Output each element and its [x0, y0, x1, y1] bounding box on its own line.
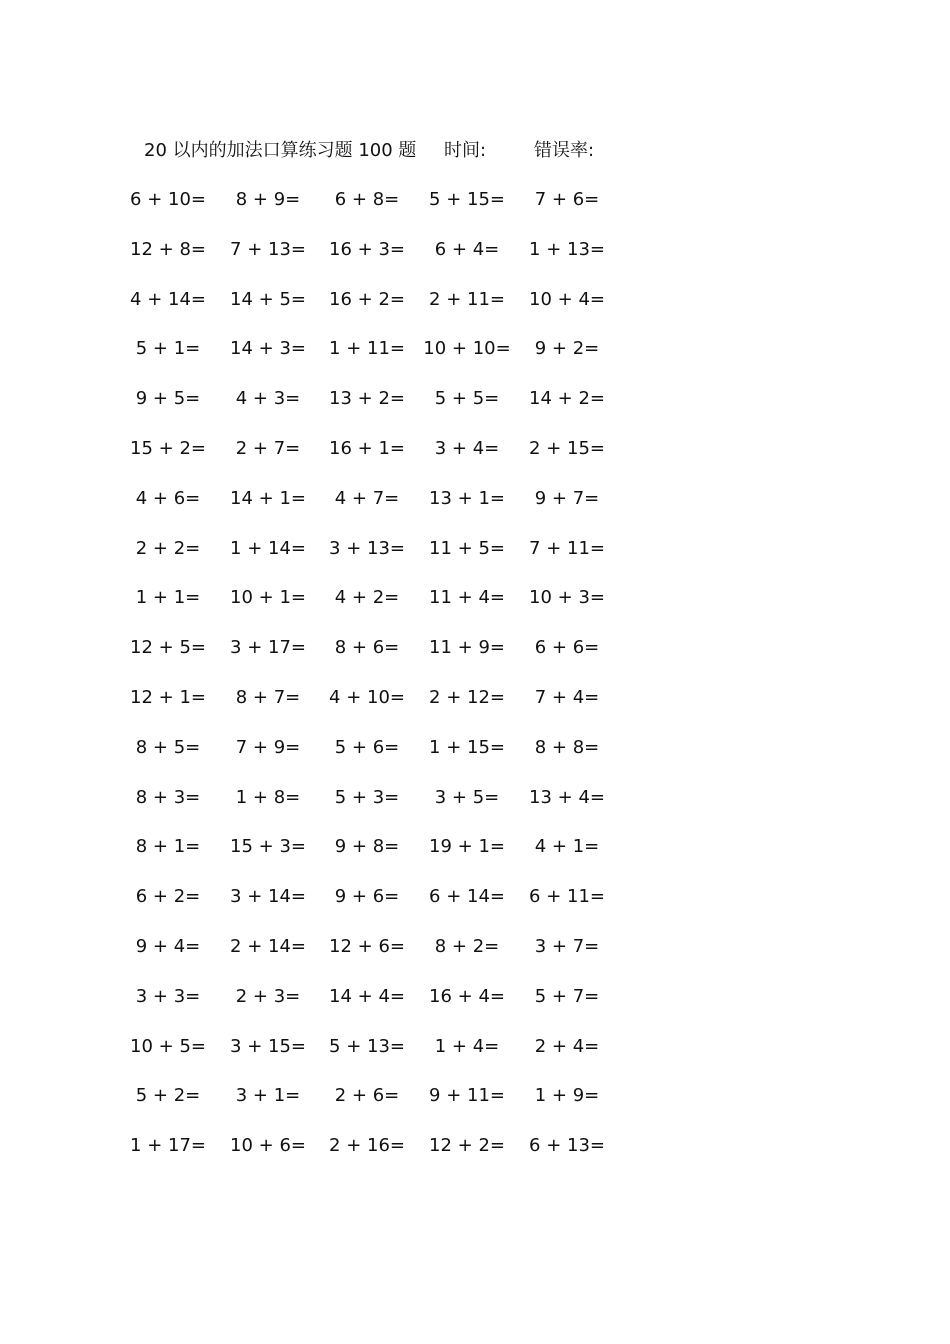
problem-row: [0, 1082, 950, 1110]
problem-item: 8 + 6=: [334, 637, 400, 659]
problem-item: 9 + 8=: [334, 836, 400, 858]
problem-row: [0, 933, 950, 961]
problem-item: 12 + 1=: [130, 687, 206, 708]
problem-item: 13 + 2=: [329, 388, 405, 410]
problem-item: 12 + 5=: [130, 637, 206, 659]
problem-item: 6 + 2=: [135, 886, 201, 908]
problem-row: [0, 1132, 950, 1160]
problem-item: 2 + 16=: [329, 1135, 405, 1157]
problem-item: 14 + 1=: [230, 487, 306, 509]
problem-item: 6 + 10=: [130, 189, 206, 210]
problem-item: 1 + 11=: [329, 338, 405, 360]
problem-item: 2 + 3=: [235, 985, 301, 1007]
problem-item: 1 + 17=: [130, 1135, 206, 1157]
problem-item: 9 + 6=: [334, 886, 400, 908]
problem-item: 4 + 3=: [235, 388, 301, 410]
time-label: 时间:: [444, 140, 487, 161]
problem-item: 5 + 7=: [534, 985, 600, 1007]
problem-item: 7 + 13=: [230, 238, 306, 260]
problem-item: 9 + 11=: [429, 1085, 505, 1107]
problem-item: 3 + 14=: [230, 886, 306, 908]
problem-item: 10 + 3=: [529, 587, 605, 609]
problem-item: 2 + 12=: [429, 687, 505, 708]
problem-item: 16 + 4=: [429, 985, 505, 1007]
problem-row: [0, 584, 950, 612]
problem-item: 10 + 1=: [230, 587, 306, 609]
problem-item: 15 + 2=: [130, 438, 206, 459]
worksheet-title: 20 以内的加法口算练习题 100 题: [144, 140, 417, 161]
problem-item: 5 + 13=: [329, 1035, 405, 1057]
problem-item: 4 + 10=: [329, 687, 405, 708]
problem-row: [0, 435, 950, 463]
problem-row: [0, 983, 950, 1011]
problem-item: 4 + 14=: [130, 288, 206, 310]
problem-item: 13 + 1=: [429, 487, 505, 509]
problem-row: [0, 335, 950, 363]
problem-item: 1 + 8=: [235, 786, 301, 808]
problem-row: [0, 286, 950, 314]
problem-item: 1 + 14=: [230, 537, 306, 559]
problem-row: [0, 784, 950, 812]
problem-item: 4 + 6=: [135, 487, 201, 509]
problem-item: 11 + 5=: [429, 537, 505, 559]
problem-item: 14 + 4=: [329, 985, 405, 1007]
problem-item: 8 + 2=: [434, 936, 500, 957]
problem-item: 1 + 13=: [529, 238, 605, 260]
problem-item: 14 + 3=: [230, 338, 306, 360]
problem-item: 10 + 10=: [423, 338, 511, 360]
problem-item: 12 + 6=: [329, 936, 405, 957]
problem-item: 3 + 3=: [135, 985, 201, 1007]
problem-item: 16 + 2=: [329, 288, 405, 310]
problem-item: 1 + 9=: [534, 1085, 600, 1107]
problem-item: 7 + 4=: [534, 687, 600, 708]
problem-item: 2 + 2=: [135, 537, 201, 559]
problem-row: [0, 485, 950, 513]
problem-row: [0, 236, 950, 264]
problem-item: 3 + 15=: [230, 1035, 306, 1057]
problem-item: 12 + 2=: [429, 1135, 505, 1157]
problem-item: 5 + 2=: [135, 1085, 201, 1107]
problem-item: 8 + 7=: [235, 687, 301, 708]
problem-item: 14 + 2=: [529, 388, 605, 410]
problem-item: 5 + 15=: [429, 189, 505, 210]
problem-row: [0, 634, 950, 662]
problem-item: 9 + 5=: [135, 388, 201, 410]
problem-item: 1 + 4=: [434, 1035, 500, 1057]
problem-item: 6 + 8=: [334, 189, 400, 210]
problem-item: 1 + 1=: [135, 587, 201, 609]
problem-item: 3 + 7=: [534, 936, 600, 957]
problem-item: 10 + 6=: [230, 1135, 306, 1157]
problem-item: 8 + 8=: [534, 736, 600, 758]
problem-item: 7 + 6=: [534, 189, 600, 210]
problem-item: 9 + 2=: [534, 338, 600, 360]
problem-item: 9 + 7=: [534, 487, 600, 509]
problem-item: 12 + 8=: [130, 238, 206, 260]
problem-item: 3 + 5=: [434, 786, 500, 808]
problem-row: [0, 734, 950, 762]
problem-row: [0, 833, 950, 861]
problem-item: 16 + 1=: [329, 438, 405, 459]
problem-item: 11 + 4=: [429, 587, 505, 609]
problem-item: 10 + 5=: [130, 1035, 206, 1057]
problem-item: 2 + 4=: [534, 1035, 600, 1057]
error-rate-label: 错误率:: [534, 140, 595, 161]
problem-item: 3 + 17=: [230, 637, 306, 659]
problem-item: 6 + 4=: [434, 238, 500, 260]
problem-row: [0, 1033, 950, 1061]
problem-item: 10 + 4=: [529, 288, 605, 310]
problem-row: [0, 186, 950, 214]
problem-item: 8 + 9=: [235, 189, 301, 210]
problem-item: 6 + 13=: [529, 1135, 605, 1157]
problem-row: [0, 684, 950, 712]
problem-item: 2 + 6=: [334, 1085, 400, 1107]
problem-item: 2 + 7=: [235, 438, 301, 459]
problem-item: 15 + 3=: [230, 836, 306, 858]
problem-item: 2 + 11=: [429, 288, 505, 310]
problem-item: 7 + 9=: [235, 736, 301, 758]
problem-item: 5 + 6=: [334, 736, 400, 758]
problem-item: 8 + 3=: [135, 786, 201, 808]
problem-item: 19 + 1=: [429, 836, 505, 858]
problem-item: 11 + 9=: [429, 637, 505, 659]
problem-item: 5 + 1=: [135, 338, 201, 360]
problem-item: 16 + 3=: [329, 238, 405, 260]
problem-item: 3 + 1=: [235, 1085, 301, 1107]
problem-row: [0, 535, 950, 563]
problem-row: [0, 385, 950, 413]
problem-item: 7 + 11=: [529, 537, 605, 559]
problem-item: 9 + 4=: [135, 936, 201, 957]
problem-item: 5 + 3=: [334, 786, 400, 808]
problem-item: 1 + 15=: [429, 736, 505, 758]
problem-item: 8 + 5=: [135, 736, 201, 758]
problem-item: 5 + 5=: [434, 388, 500, 410]
problem-item: 2 + 15=: [529, 438, 605, 459]
problem-item: 3 + 13=: [329, 537, 405, 559]
problem-item: 2 + 14=: [230, 936, 306, 957]
problem-item: 3 + 4=: [434, 438, 500, 459]
problem-item: 13 + 4=: [529, 786, 605, 808]
problem-item: 6 + 11=: [529, 886, 605, 908]
problem-item: 4 + 7=: [334, 487, 400, 509]
problem-item: 14 + 5=: [230, 288, 306, 310]
problem-item: 6 + 6=: [534, 637, 600, 659]
problem-item: 4 + 2=: [334, 587, 400, 609]
problem-item: 8 + 1=: [135, 836, 201, 858]
problem-item: 4 + 1=: [534, 836, 600, 858]
problem-row: [0, 883, 950, 911]
problem-item: 6 + 14=: [429, 886, 505, 908]
